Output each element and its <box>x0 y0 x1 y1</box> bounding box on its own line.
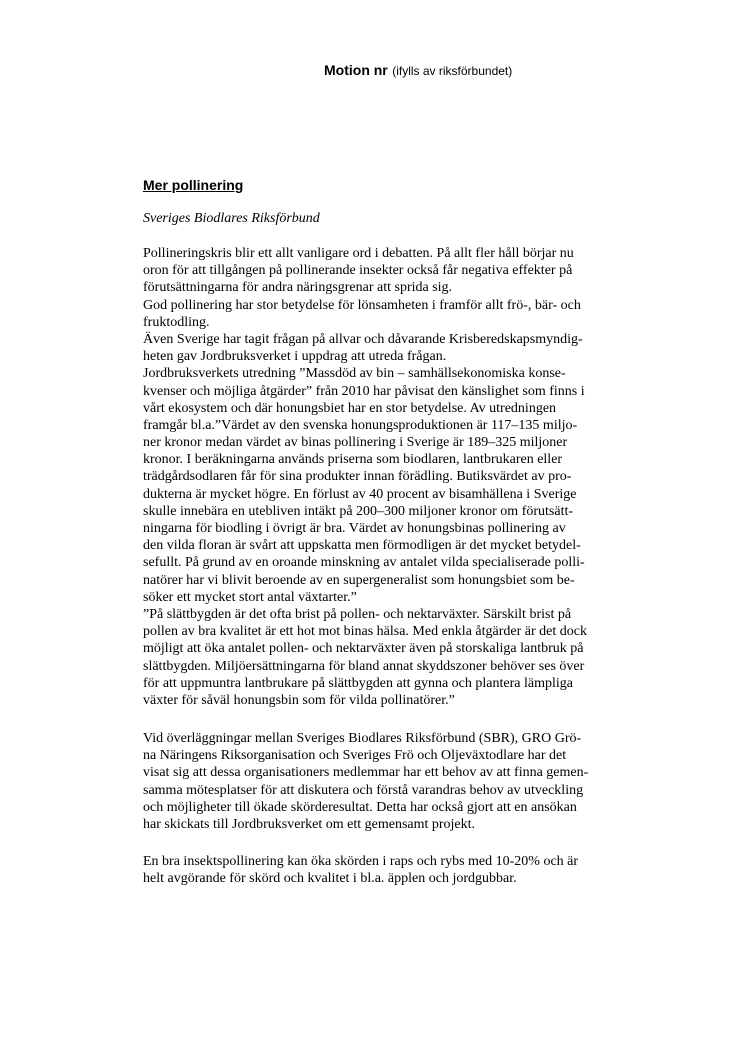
text-line: möjligt att öka antalet pollen- och nektarväxter även på storskaliga lantbruk på <box>143 641 584 657</box>
text-line: kronor. I beräkningarna används priserna som biodlaren, lantbrukaren eller <box>143 452 563 468</box>
text-line: trädgårdsodlaren får för sina produkter innan förädling. Butiksvärdet av pro- <box>143 469 572 485</box>
motion-number-label: Motion nr <box>324 62 388 78</box>
text-line: fruktodling. <box>143 314 210 330</box>
text-line: söker ett mycket stort antal växtarter.” <box>143 589 357 605</box>
text-line: Pollineringskris blir ett allt vanligare ord i debatten. På allt fler håll börjar nu <box>143 246 574 261</box>
motion-number-note: (ifylls av riksförbundet) <box>392 64 513 78</box>
text-line: sefullt. På grund av en oroande minskning av antalet vilda specialiserade polli- <box>143 555 585 571</box>
text-line: kvenser och möjliga åtgärder” från 2010 har påvisat den känslighet som finns i <box>143 383 585 399</box>
author-line: Sveriges Biodlares Riksförbund <box>143 211 320 226</box>
text-line: för att uppmuntra lantbrukare på slättbygden att gynna och plantera lämpliga <box>143 675 573 691</box>
text-line: Jordbruksverkets utredning ”Massdöd av bin – samhällsekonomiska konse- <box>143 366 566 382</box>
paragraph-block-3 <box>143 853 623 887</box>
text-line: har skickats till Jordbruksverket om ett gemensamt projekt. <box>143 816 476 832</box>
text-line: vårt ekosystem och där honungsbiet har en stor betydelse. Av utredningen <box>143 400 557 416</box>
text-line: förutsättningarna för andra näringsgrenar att sprida sig. <box>143 280 453 296</box>
text-line: den vilda floran är svårt att uppskatta men förmodligen är det mycket betydel- <box>143 538 581 554</box>
text-line: Vid överläggningar mellan Sveriges Biodlares Riksförbund (SBR), GRO Grö- <box>143 731 582 746</box>
document-title: Mer pollinering <box>143 177 244 193</box>
text-line: slättbygden. Miljöersättningarna för bland annat skyddszoner behöver ses över <box>143 658 585 674</box>
paragraph-block-1 <box>143 245 623 709</box>
text-line: oron för att tillgången på pollinerande insekter också får negativa effekter på <box>143 263 573 279</box>
text-line: natörer har vi blivit beroende av en supergeneralist som honungsbiet som be- <box>143 572 575 588</box>
motion-header <box>324 62 512 80</box>
text-line: God pollinering har stor betydelse för lönsamheten i framför allt frö-, bär- och <box>143 297 581 313</box>
text-line: framgår bl.a.”Värdet av den svenska honungsproduktionen är 117–135 miljo- <box>143 417 578 433</box>
text-line: växter för såväl honungsbin som för vilda pollinatörer.” <box>143 692 455 708</box>
text-line: heten gav Jordbruksverket i uppdrag att utreda frågan. <box>143 349 447 365</box>
text-line: ningarna för biodling i övrigt är bra. Värdet av honungsbinas pollinering av <box>143 521 566 536</box>
text-line: na Näringens Riksorganisation och Sveriges Frö och Oljeväxtodlare har det <box>143 748 567 764</box>
text-line: pollen av bra kvalitet är ett hot mot binas hälsa. Med enkla åtgärder är det dock <box>143 624 587 640</box>
text-line: ner kronor medan värdet av binas pollinering i Sverige är 189–325 miljoner <box>143 435 568 451</box>
text-line: ”På slättbygden är det ofta brist på pollen- och nektarväxter. Särskilt brist på <box>143 606 572 622</box>
text-line: En bra insektspollinering kan öka skörden i raps och rybs med 10-20% och är <box>143 854 579 869</box>
text-line: helt avgörande för skörd och kvalitet i bl.a. äpplen och jordgubbar. <box>143 871 517 887</box>
text-line: samma mötesplatser för att diskutera och förstå varandras behov av utveckling <box>143 782 584 798</box>
text-line: visat sig att dessa organisationers medlemmar har ett behov av att finna gemen- <box>143 765 589 781</box>
text-line: och möjligheter till ökade skörderesultat. Detta har också gjort att en ansökan <box>143 799 577 815</box>
text-line: Även Sverige har tagit frågan på allvar och dåvarande Krisberedskapsmyndig- <box>143 331 583 347</box>
paragraph-block-2 <box>143 730 623 833</box>
text-line: dukterna är mycket högre. En förlust av 40 procent av bisamhällena i Sverige <box>143 486 577 502</box>
text-line: skulle innebära en utebliven intäkt på 200–300 miljoner kronor om förutsätt- <box>143 503 574 519</box>
